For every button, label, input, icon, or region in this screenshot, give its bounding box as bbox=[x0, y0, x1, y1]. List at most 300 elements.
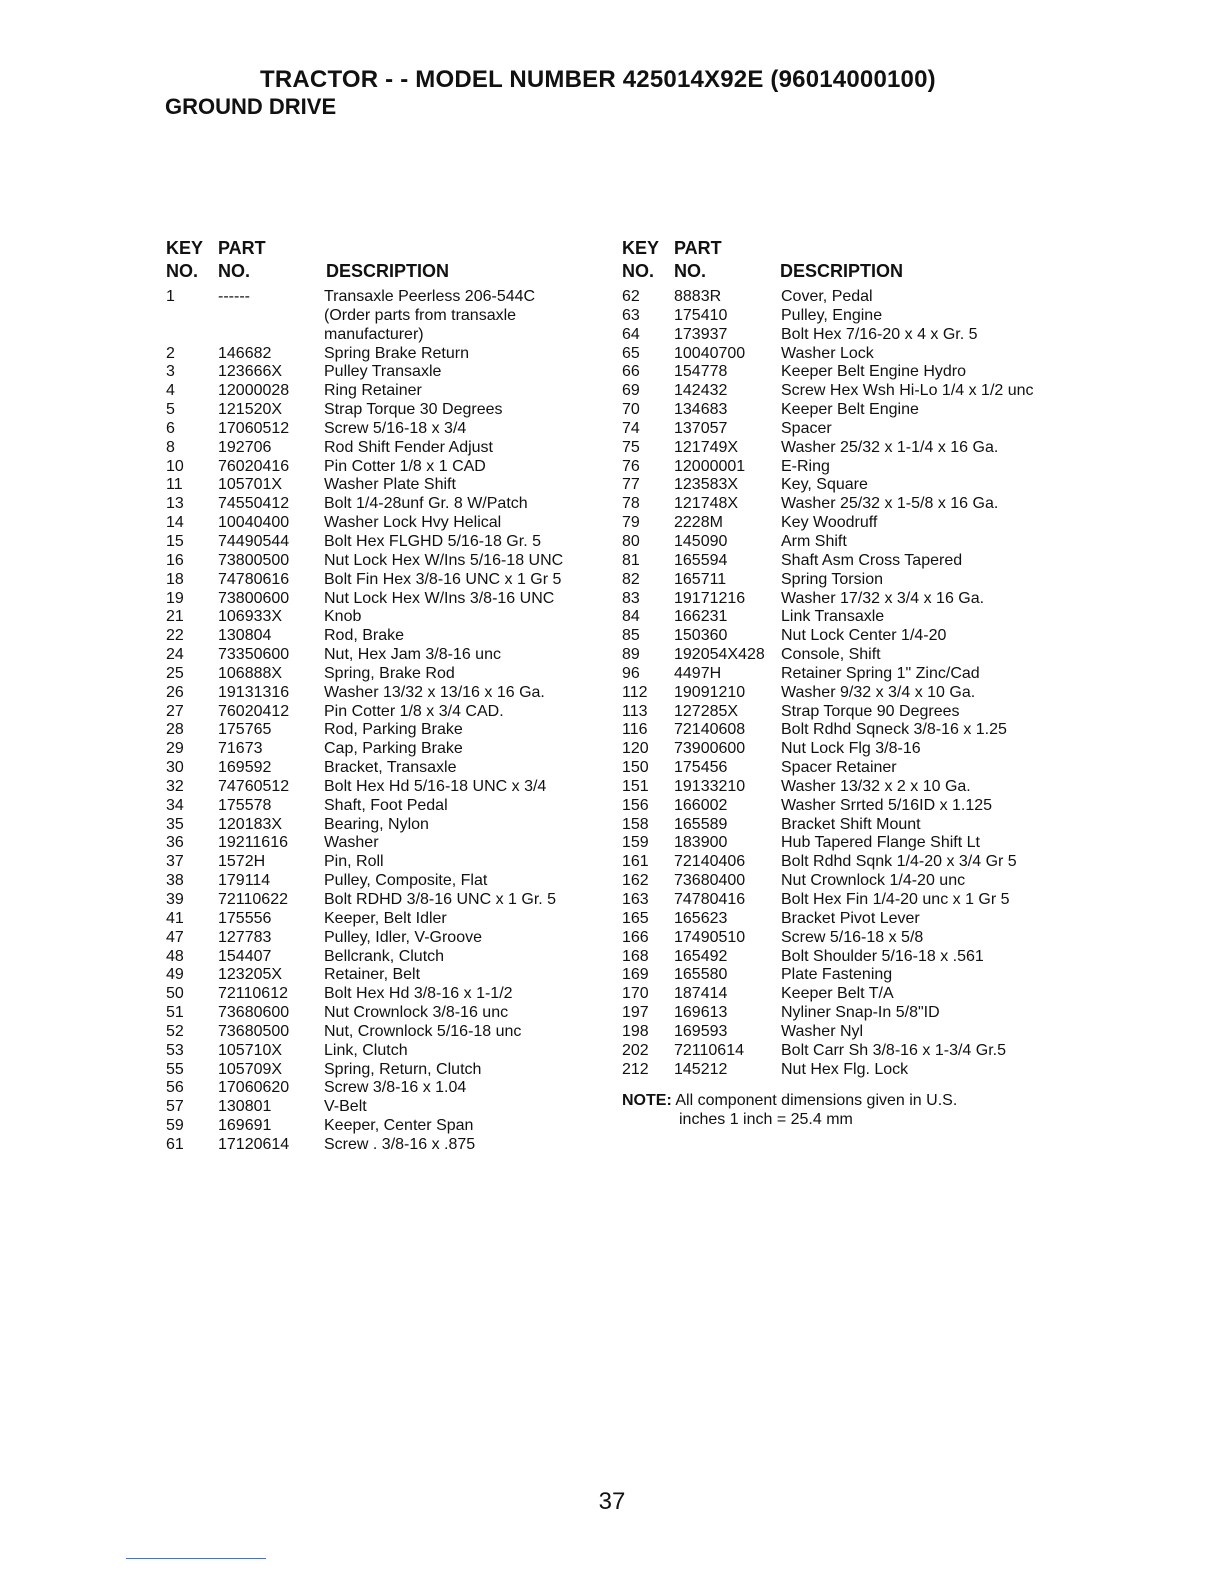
table-row bbox=[622, 363, 1082, 382]
table-row bbox=[166, 552, 606, 571]
table-row bbox=[622, 608, 1082, 627]
key-number: 85 bbox=[622, 627, 640, 645]
part-number: 106888X bbox=[218, 664, 283, 682]
key-number: 51 bbox=[166, 1004, 184, 1022]
part-number: 19171216 bbox=[674, 589, 746, 607]
part-description: Nut Hex Flg. Lock bbox=[781, 1060, 909, 1078]
part-description: Retainer Spring 1" Zinc/Cad bbox=[781, 664, 980, 682]
part-description: Washer 13/32 x 13/16 x 16 Ga. bbox=[324, 683, 545, 701]
part-number: 106933X bbox=[218, 608, 283, 626]
part-number: 71673 bbox=[218, 740, 263, 758]
table-row bbox=[166, 853, 606, 872]
table-row bbox=[622, 533, 1082, 552]
key-number: 78 bbox=[622, 495, 640, 513]
table-row bbox=[622, 872, 1082, 891]
part-number: 4497H bbox=[674, 664, 722, 682]
part-header: PART bbox=[218, 238, 266, 258]
part-description: Nut Lock Flg 3/8-16 bbox=[781, 740, 921, 758]
key-number: 151 bbox=[622, 777, 649, 795]
table-row bbox=[622, 1004, 1082, 1023]
part-number: 175578 bbox=[218, 796, 272, 814]
key-number: 38 bbox=[166, 872, 184, 890]
part-description: Keeper Belt Engine Hydro bbox=[781, 363, 966, 381]
part-number: 19131316 bbox=[218, 683, 290, 701]
table-row bbox=[622, 966, 1082, 985]
part-number: 73680500 bbox=[218, 1022, 290, 1040]
part-number: 165594 bbox=[674, 551, 728, 569]
key-number: 37 bbox=[166, 853, 184, 871]
part-description: Nut Crownlock 3/8-16 unc bbox=[324, 1004, 509, 1022]
table-row bbox=[166, 458, 606, 477]
part-number: 127285X bbox=[674, 702, 739, 720]
table-row bbox=[622, 910, 1082, 929]
part-description: Rod, Parking Brake bbox=[324, 721, 463, 739]
part-number: 17490510 bbox=[674, 928, 746, 946]
note-line-2: inches 1 inch = 25.4 mm bbox=[679, 1111, 853, 1129]
key-no-header: NO. bbox=[622, 261, 655, 281]
part-description: Spring, Brake Rod bbox=[324, 664, 455, 682]
part-description: Cover, Pedal bbox=[781, 288, 873, 305]
key-number: 81 bbox=[622, 551, 640, 569]
part-description: Washer Lock bbox=[781, 344, 874, 362]
part-description: Knob bbox=[324, 608, 362, 626]
part-description: Bracket Pivot Lever bbox=[781, 909, 920, 927]
table-row bbox=[166, 778, 606, 797]
table-row bbox=[166, 401, 606, 420]
key-number: 41 bbox=[166, 909, 184, 927]
table-row bbox=[622, 740, 1082, 759]
table-row bbox=[166, 797, 606, 816]
key-number: 66 bbox=[622, 363, 640, 381]
part-description: Keeper, Belt Idler bbox=[324, 909, 447, 927]
key-number: 27 bbox=[166, 702, 184, 720]
part-number: 134683 bbox=[674, 401, 728, 419]
table-row bbox=[622, 853, 1082, 872]
table-row bbox=[166, 590, 606, 609]
part-description: Nut Lock Center 1/4-20 bbox=[781, 627, 947, 645]
table-row bbox=[622, 891, 1082, 910]
key-number: 53 bbox=[166, 1041, 184, 1059]
part-number: 166231 bbox=[674, 608, 728, 626]
part-number: 17060620 bbox=[218, 1079, 290, 1097]
table-row bbox=[166, 1098, 606, 1117]
table-row bbox=[166, 1079, 606, 1098]
part-number: 175410 bbox=[674, 306, 728, 324]
part-number: 150360 bbox=[674, 627, 728, 645]
part-number: 121748X bbox=[674, 495, 739, 513]
part-description: Nyliner Snap-In 5/8"ID bbox=[781, 1004, 940, 1022]
part-description: Plate Fastening bbox=[781, 966, 893, 984]
part-description: Link Transaxle bbox=[781, 608, 885, 626]
part-description: Pulley, Idler, V-Groove bbox=[324, 928, 482, 946]
key-number: 2 bbox=[166, 344, 175, 362]
part-number: 145212 bbox=[674, 1060, 728, 1078]
part-number: 146682 bbox=[218, 344, 272, 362]
key-number: 16 bbox=[166, 551, 184, 569]
key-number: 35 bbox=[166, 815, 184, 833]
table-row bbox=[622, 627, 1082, 646]
part-number: 169613 bbox=[674, 1004, 728, 1022]
part-number: 19091210 bbox=[674, 683, 746, 701]
table-row bbox=[622, 552, 1082, 571]
key-number: 162 bbox=[622, 872, 649, 890]
description-header: DESCRIPTION bbox=[326, 261, 450, 281]
part-description: Transaxle Peerless 206-544C bbox=[324, 288, 536, 305]
part-number: 105701X bbox=[218, 476, 283, 494]
part-description: Bolt Rdhd Sqnk 1/4-20 x 3/4 Gr 5 bbox=[781, 853, 1017, 871]
key-number: 50 bbox=[166, 985, 184, 1003]
table-row bbox=[622, 778, 1082, 797]
key-number: 5 bbox=[166, 401, 175, 419]
table-row bbox=[166, 872, 606, 891]
part-number: 123583X bbox=[674, 476, 739, 494]
table-row bbox=[166, 816, 606, 835]
part-number: 72110614 bbox=[674, 1041, 744, 1059]
table-row bbox=[622, 929, 1082, 948]
key-number: 75 bbox=[622, 438, 640, 456]
part-description: Washer 25/32 x 1-1/4 x 16 Ga. bbox=[781, 438, 999, 456]
table-row bbox=[166, 665, 606, 684]
part-description: Bearing, Nylon bbox=[324, 815, 429, 833]
key-number: 156 bbox=[622, 796, 649, 814]
page-title: TRACTOR - - MODEL NUMBER 425014X92E (96014000100) bbox=[260, 66, 936, 93]
parts-list-left bbox=[166, 238, 606, 1155]
part-description: Bolt Hex FLGHD 5/16-18 Gr. 5 bbox=[324, 532, 541, 550]
part-description: Pin, Roll bbox=[324, 853, 384, 871]
part-number: 169691 bbox=[218, 1117, 272, 1135]
part-description: Washer bbox=[324, 834, 379, 852]
key-number: 11 bbox=[166, 476, 183, 494]
part-number: 123205X bbox=[218, 966, 283, 984]
table-row bbox=[622, 495, 1082, 514]
key-number: 62 bbox=[622, 288, 640, 305]
part-description: manufacturer) bbox=[324, 325, 424, 343]
table-row bbox=[622, 797, 1082, 816]
key-number: 113 bbox=[622, 702, 648, 720]
table-row bbox=[622, 1042, 1082, 1061]
table-row bbox=[622, 665, 1082, 684]
part-description: Bolt Hex Hd 3/8-16 x 1-1/2 bbox=[324, 985, 513, 1003]
part-description: Shaft Asm Cross Tapered bbox=[781, 551, 963, 569]
part-description: Bolt RDHD 3/8-16 UNC x 1 Gr. 5 bbox=[324, 891, 557, 908]
key-number: 61 bbox=[166, 1135, 184, 1153]
key-number: 83 bbox=[622, 589, 640, 607]
part-number: 76020412 bbox=[218, 702, 290, 720]
part-number: 165623 bbox=[674, 909, 728, 927]
part-description: Washer 17/32 x 3/4 x 16 Ga. bbox=[781, 589, 985, 607]
part-description: Keeper Belt Engine bbox=[781, 401, 919, 419]
table-row bbox=[166, 929, 606, 948]
key-number: 3 bbox=[166, 363, 175, 381]
part-description: Nut Crownlock 1/4-20 unc bbox=[781, 872, 966, 890]
table-row bbox=[622, 646, 1082, 665]
part-number: 192706 bbox=[218, 438, 272, 456]
key-number: 170 bbox=[622, 985, 649, 1003]
key-number: 76 bbox=[622, 457, 640, 475]
part-description: Bolt 1/4-28unf Gr. 8 W/Patch bbox=[324, 495, 528, 513]
table-row bbox=[622, 721, 1082, 740]
part-number: 165711 bbox=[674, 570, 727, 588]
part-number: 120183X bbox=[218, 815, 283, 833]
part-number: 105710X bbox=[218, 1041, 283, 1059]
part-description: Bolt Shoulder 5/16-18 x .561 bbox=[781, 947, 984, 965]
part-description: Screw 5/16-18 x 3/4 bbox=[324, 419, 467, 437]
part-number: 175765 bbox=[218, 721, 272, 739]
table-row bbox=[166, 966, 606, 985]
part-number: 165589 bbox=[674, 815, 728, 833]
part-description: E-Ring bbox=[781, 457, 830, 475]
part-description: Bolt Hex 7/16-20 x 4 x Gr. 5 bbox=[781, 325, 978, 343]
part-description: V-Belt bbox=[324, 1098, 367, 1116]
part-description: Pin Cotter 1/8 x 1 CAD bbox=[324, 457, 486, 475]
key-number: 159 bbox=[622, 834, 649, 852]
table-row bbox=[166, 288, 606, 307]
part-description: Bolt Hex Fin 1/4-20 unc x 1 Gr 5 bbox=[781, 891, 1010, 908]
part-description: Pulley Transaxle bbox=[324, 363, 442, 381]
part-description: Link, Clutch bbox=[324, 1041, 408, 1059]
key-number: 49 bbox=[166, 966, 184, 984]
table-row bbox=[166, 608, 606, 627]
part-description: Rod Shift Fender Adjust bbox=[324, 438, 493, 456]
key-number: 63 bbox=[622, 306, 640, 324]
table-row bbox=[622, 288, 1082, 307]
part-description: Bolt Rdhd Sqneck 3/8-16 x 1.25 bbox=[781, 721, 1007, 739]
part-description: Bolt Carr Sh 3/8-16 x 1-3/4 Gr.5 bbox=[781, 1041, 1006, 1059]
part-description: Screw Hex Wsh Hi-Lo 1/4 x 1/2 unc bbox=[781, 382, 1034, 400]
part-number: 10040400 bbox=[218, 514, 290, 532]
key-number: 14 bbox=[166, 514, 184, 532]
part-number: 166002 bbox=[674, 796, 728, 814]
key-number: 202 bbox=[622, 1041, 649, 1059]
key-number: 18 bbox=[166, 570, 184, 588]
table-row bbox=[622, 816, 1082, 835]
table-row bbox=[166, 948, 606, 967]
part-number: 175456 bbox=[674, 759, 728, 777]
table-row bbox=[166, 891, 606, 910]
part-no-header: NO. bbox=[218, 261, 251, 281]
part-header: PART bbox=[674, 238, 722, 258]
key-number: 70 bbox=[622, 401, 640, 419]
part-description: Spacer Retainer bbox=[781, 759, 897, 777]
part-description: Hub Tapered Flange Shift Lt bbox=[781, 834, 980, 852]
table-row bbox=[166, 533, 606, 552]
parts-list-right bbox=[622, 238, 1082, 1129]
key-number: 26 bbox=[166, 683, 184, 701]
table-row bbox=[622, 985, 1082, 1004]
part-number: 127783 bbox=[218, 928, 272, 946]
part-description: Washer 9/32 x 3/4 x 10 Ga. bbox=[781, 683, 976, 701]
part-number: 74490544 bbox=[218, 532, 290, 550]
key-number: 212 bbox=[622, 1060, 649, 1078]
table-row bbox=[622, 590, 1082, 609]
table-row bbox=[166, 495, 606, 514]
key-number: 57 bbox=[166, 1098, 184, 1116]
part-description: Nut Lock Hex W/Ins 5/16-18 UNC bbox=[324, 551, 564, 569]
key-number: 25 bbox=[166, 664, 184, 682]
key-number: 79 bbox=[622, 514, 640, 532]
note-line-1: All component dimensions given in U.S. bbox=[675, 1092, 958, 1110]
part-description: Cap, Parking Brake bbox=[324, 740, 463, 758]
table-row bbox=[166, 646, 606, 665]
page-number: 37 bbox=[598, 1488, 626, 1515]
part-number: 19133210 bbox=[674, 777, 746, 795]
part-description: Nut, Hex Jam 3/8-16 unc bbox=[324, 646, 501, 664]
part-number: 76020416 bbox=[218, 457, 290, 475]
part-description: Ring Retainer bbox=[324, 382, 422, 400]
part-description: Spacer bbox=[781, 419, 832, 437]
table-row bbox=[166, 363, 606, 382]
part-number: 72110612 bbox=[218, 985, 288, 1003]
part-number: 12000001 bbox=[674, 457, 746, 475]
footer-rule bbox=[126, 1558, 266, 1559]
part-description: Washer 25/32 x 1-5/8 x 16 Ga. bbox=[781, 495, 999, 513]
key-number: 169 bbox=[622, 966, 649, 984]
part-number: 72140406 bbox=[674, 853, 746, 871]
part-description: Retainer, Belt bbox=[324, 966, 421, 984]
parts-rows bbox=[622, 288, 1082, 1079]
table-row bbox=[166, 476, 606, 495]
part-no-header: NO. bbox=[674, 261, 707, 281]
table-row bbox=[622, 948, 1082, 967]
part-description: Shaft, Foot Pedal bbox=[324, 796, 448, 814]
part-number: 73800500 bbox=[218, 551, 290, 569]
part-number: 165492 bbox=[674, 947, 728, 965]
key-number: 165 bbox=[622, 909, 649, 927]
key-number: 112 bbox=[622, 683, 648, 701]
part-description: Spring, Return, Clutch bbox=[324, 1060, 482, 1078]
table-row bbox=[622, 571, 1082, 590]
table-row bbox=[622, 345, 1082, 364]
part-description: Key, Square bbox=[781, 476, 868, 494]
part-number: 73900600 bbox=[674, 740, 746, 758]
table-row bbox=[622, 326, 1082, 345]
key-number: 8 bbox=[166, 438, 175, 456]
parts-rows bbox=[166, 288, 606, 1155]
dimension-note bbox=[622, 1091, 1082, 1129]
part-number: 187414 bbox=[674, 985, 728, 1003]
table-row bbox=[166, 1042, 606, 1061]
part-description: Strap Torque 90 Degrees bbox=[781, 702, 960, 720]
key-number: 56 bbox=[166, 1079, 184, 1097]
table-row bbox=[622, 401, 1082, 420]
table-row bbox=[166, 1136, 606, 1155]
part-description: Pulley, Composite, Flat bbox=[324, 872, 488, 890]
key-number: 82 bbox=[622, 570, 640, 588]
table-row bbox=[166, 1023, 606, 1042]
key-number: 19 bbox=[166, 589, 184, 607]
part-description: (Order parts from transaxle bbox=[324, 306, 517, 324]
part-description: Spring Brake Return bbox=[324, 344, 469, 362]
table-row bbox=[166, 759, 606, 778]
part-number: 73680600 bbox=[218, 1004, 290, 1022]
table-row bbox=[622, 476, 1082, 495]
part-number: 2228M bbox=[674, 514, 723, 532]
key-number: 158 bbox=[622, 815, 649, 833]
key-number: 36 bbox=[166, 834, 184, 852]
part-number: 72140608 bbox=[674, 721, 746, 739]
part-number: 169593 bbox=[674, 1022, 728, 1040]
key-number: 4 bbox=[166, 382, 175, 400]
part-number: 19211616 bbox=[218, 834, 288, 852]
table-row bbox=[622, 1061, 1082, 1080]
key-number: 120 bbox=[622, 740, 649, 758]
part-number: 8883R bbox=[674, 288, 722, 305]
part-description: Screw . 3/8-16 x .875 bbox=[324, 1135, 476, 1153]
part-number: 145090 bbox=[674, 532, 728, 550]
key-number: 150 bbox=[622, 759, 649, 777]
key-number: 55 bbox=[166, 1060, 184, 1078]
key-number: 77 bbox=[622, 476, 640, 494]
key-number: 52 bbox=[166, 1022, 184, 1040]
part-description: Screw 3/8-16 x 1.04 bbox=[324, 1079, 467, 1097]
table-row bbox=[166, 514, 606, 533]
key-number: 161 bbox=[622, 853, 649, 871]
table-row bbox=[622, 703, 1082, 722]
table-row bbox=[622, 420, 1082, 439]
part-number: 74550412 bbox=[218, 495, 290, 513]
key-number: 59 bbox=[166, 1117, 184, 1135]
table-row bbox=[166, 910, 606, 929]
key-header: KEY bbox=[166, 238, 204, 258]
part-description: Key Woodruff bbox=[781, 514, 878, 532]
table-row bbox=[166, 420, 606, 439]
part-number: 169592 bbox=[218, 759, 272, 777]
table-row bbox=[622, 439, 1082, 458]
key-number: 166 bbox=[622, 928, 649, 946]
part-number: 173937 bbox=[674, 325, 728, 343]
table-row bbox=[166, 985, 606, 1004]
table-row bbox=[622, 759, 1082, 778]
part-description: Washer Srrted 5/16ID x 1.125 bbox=[781, 796, 993, 814]
part-number: 137057 bbox=[674, 419, 728, 437]
key-number: 163 bbox=[622, 891, 649, 908]
part-description: Pin Cotter 1/8 x 3/4 CAD. bbox=[324, 702, 504, 720]
key-number: 1 bbox=[166, 288, 175, 305]
section-title: GROUND DRIVE bbox=[165, 94, 337, 119]
table-row bbox=[166, 1117, 606, 1136]
table-row bbox=[166, 307, 606, 326]
part-number: 123666X bbox=[218, 363, 283, 381]
table-row bbox=[166, 627, 606, 646]
column-header bbox=[166, 238, 606, 288]
part-description: Screw 5/16-18 x 5/8 bbox=[781, 928, 924, 946]
key-number: 24 bbox=[166, 646, 184, 664]
table-row bbox=[166, 382, 606, 401]
key-no-header: NO. bbox=[166, 261, 199, 281]
table-row bbox=[166, 326, 606, 345]
part-description: Washer 13/32 x 2 x 10 Ga. bbox=[781, 777, 971, 795]
part-number: 165580 bbox=[674, 966, 728, 984]
part-description: Pulley, Engine bbox=[781, 306, 883, 324]
part-number: 73680400 bbox=[674, 872, 746, 890]
key-number: 10 bbox=[166, 457, 184, 475]
part-number: 142432 bbox=[674, 382, 728, 400]
part-description: Bellcrank, Clutch bbox=[324, 947, 445, 965]
part-number: 105709X bbox=[218, 1060, 283, 1078]
table-row bbox=[622, 307, 1082, 326]
key-number: 84 bbox=[622, 608, 640, 626]
part-description: Keeper Belt T/A bbox=[781, 985, 894, 1003]
part-number: 17060512 bbox=[218, 419, 290, 437]
part-description: Bolt Hex Hd 5/16-18 UNC x 3/4 bbox=[324, 777, 547, 795]
part-description: Rod, Brake bbox=[324, 627, 405, 645]
key-number: 39 bbox=[166, 891, 184, 908]
table-row bbox=[622, 382, 1082, 401]
part-number: 72110622 bbox=[218, 891, 288, 908]
table-row bbox=[166, 345, 606, 364]
key-number: 6 bbox=[166, 419, 175, 437]
table-row bbox=[622, 834, 1082, 853]
